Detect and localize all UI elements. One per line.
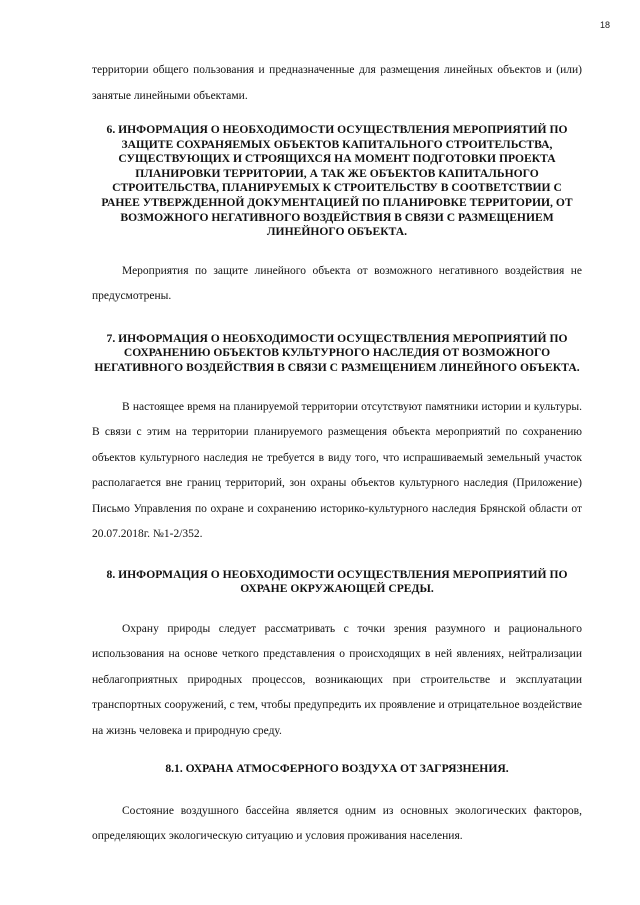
section-7-heading: 7. ИНФОРМАЦИЯ О НЕОБХОДИМОСТИ ОСУЩЕСТВЛЕНИЯ МЕРОПРИЯТИЙ ПО СОХРАНЕНИЮ ОБЪЕКТОВ КУЛЬТУРНОГО НАСЛЕДИЯ ОТ ВОЗМОЖНОГО НЕГАТИВНОГО ВОЗДЕЙСТВИЯ В СВЯЗИ С РАЗМЕЩЕНИЕМ ЛИНЕЙНОГО ОБЪЕКТА. xyxy=(94,331,580,374)
section-6-paragraph: Мероприятия по защите линейного объекта от возможного негативного воздействия не предусмотрены. xyxy=(92,264,582,303)
document-body xyxy=(92,58,582,850)
section-8-paragraph: Охрану природы следует рассматривать с точки зрения разумного и рационального использования на основе четкого представления о происходящих в ней явлениях, нейтрализации неблагоприятных природных процессов, возникающих при строительстве и эксплуатации транспортных сооружений, с тем, чтобы предупредить их проявление и отрицательное воздействие на жизнь человека и природную среду. xyxy=(92,622,582,737)
section-8-1-heading: 8.1. ОХРАНА АТМОСФЕРНОГО ВОЗДУХА ОТ ЗАГРЯЗНЕНИЯ. xyxy=(165,762,509,776)
intro-paragraph: территории общего пользования и предназначенные для размещения линейных объектов и (или) занятые линейными объектами. xyxy=(92,64,582,102)
section-7-paragraph: В настоящее время на планируемой территории отсутствуют памятники истории и культуры. В связи с этим на территории планируемого размещения объекта мероприятий по сохранению объектов культурного наследия не требуется в виду того, что испрашиваемый земельный участок располагается вне границ территорий, зон охраны объектов культурного наследия (Приложение) Письмо Управления по охране и сохранению историко-культурного наследия Брянской области от 20.07.2018г. №1-2/352. xyxy=(92,400,582,541)
section-8-1-paragraph: Состояние воздушного бассейна является одним из основных экологических факторов, определяющих экологическую ситуацию и условия проживания населения. xyxy=(92,804,582,843)
section-6-heading: 6. ИНФОРМАЦИЯ О НЕОБХОДИМОСТИ ОСУЩЕСТВЛЕНИЯ МЕРОПРИЯТИЙ ПО ЗАЩИТЕ СОХРАНЯЕМЫХ ОБЪЕКТОВ КАПИТАЛЬНОГО СТРОИТЕЛЬСТВА, СУЩЕСТВУЮЩИХ И СТРОЯЩИХСЯ НА МОМЕНТ ПОДГОТОВКИ ПРОЕКТА ПЛАНИРОВКИ ТЕРРИТОРИИ, А ТАК ЖЕ ОБЪЕКТОВ КАПИТАЛЬНОГО СТРОИТЕЛЬСТВА, ПЛАНИРУЕМЫХ К СТРОИТЕЛЬСТВУ В СООТВЕТСТВИИ С РАНЕЕ УТВЕРЖДЕННОЙ ДОКУМЕНТАЦИЕЙ ПО ПЛАНИРОВКЕ ТЕРРИТОРИИ, ОТ ВОЗМОЖНОГО НЕГАТИВНОГО ВОЗДЕЙСТВИЯ В СВЯЗИ С РАЗМЕЩЕНИЕМ ЛИНЕЙНОГО ОБЪЕКТА. xyxy=(101,123,573,239)
page-number: 18 xyxy=(599,20,610,30)
section-8-heading: 8. ИНФОРМАЦИЯ О НЕОБХОДИМОСТИ ОСУЩЕСТВЛЕНИЯ МЕРОПРИЯТИЙ ПО ОХРАНЕ ОКРУЖАЮЩЕЙ СРЕДЫ. xyxy=(106,567,568,596)
